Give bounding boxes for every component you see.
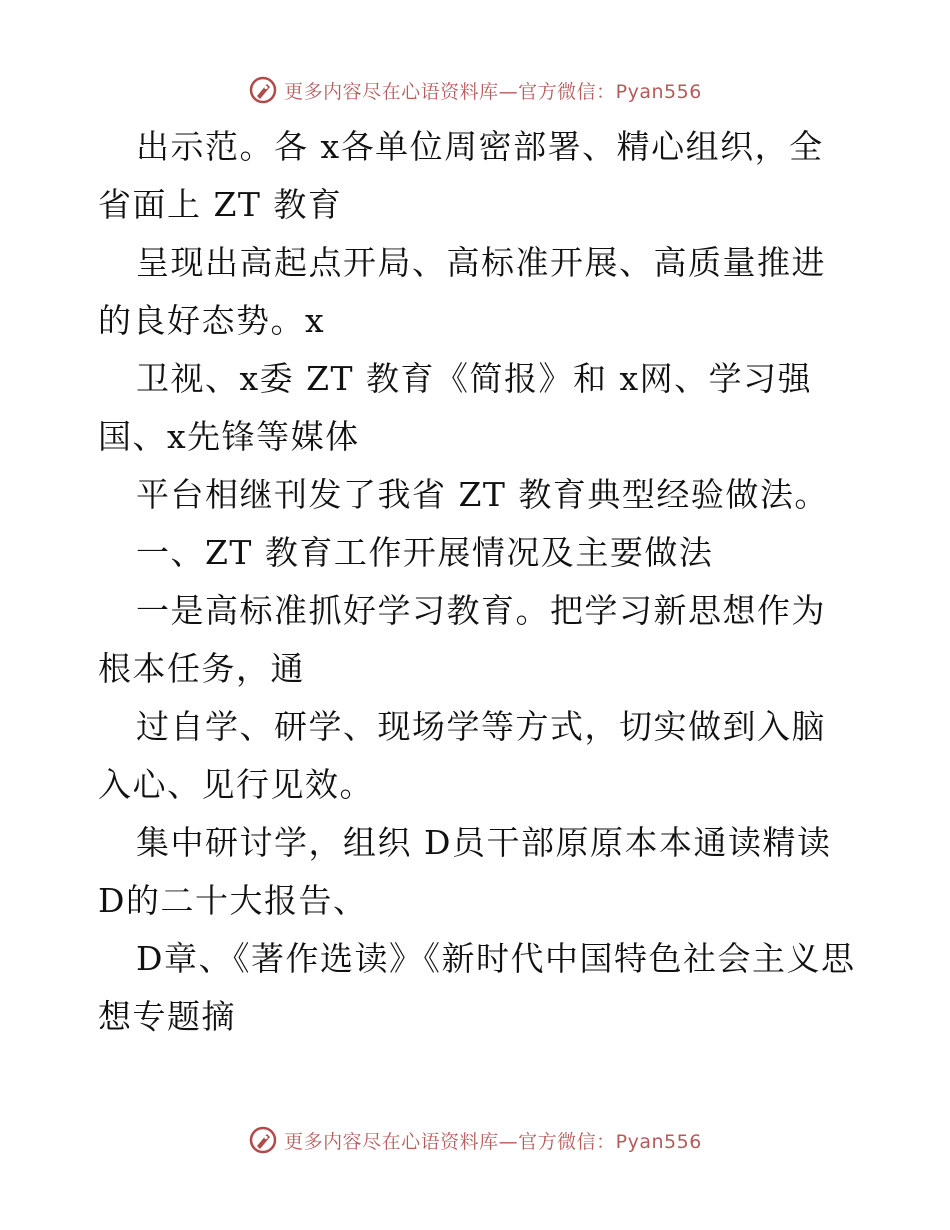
section-heading: 一、ZT 教育工作开展情况及主要做法 bbox=[136, 533, 714, 572]
paragraph: 集中研讨学，组织 D员干部原原本本通读精读 D的二十大报告、 bbox=[98, 823, 832, 920]
paragraph: 一是高标准抓好学习教育。把学习新思想作为根本任务，通 bbox=[98, 591, 826, 688]
document-body bbox=[98, 118, 858, 1046]
paragraph: 呈现出高起点开局、高标准开展、高质量推进的良好态势。x bbox=[98, 243, 826, 340]
header-banner bbox=[0, 70, 950, 110]
header-banner-text: 更多内容尽在心语资料库—官方微信：Pyan556 bbox=[284, 80, 702, 103]
pen-nib-logo-icon bbox=[248, 1125, 278, 1155]
pen-nib-logo-icon bbox=[248, 75, 278, 105]
paragraph: 卫视、x委 ZT 教育《简报》和 x网、学习强国、x先锋等媒体 bbox=[98, 359, 813, 456]
footer-banner bbox=[0, 1120, 950, 1160]
paragraph: 出示范。各 x各单位周密部署、精心组织，全省面上 ZT 教育 bbox=[98, 127, 824, 224]
paragraph: D章、《著作选读》《新时代中国特色社会主义思想专题摘 bbox=[98, 939, 856, 1036]
paragraph: 过自学、研学、现场学等方式，切实做到入脑入心、见行见效。 bbox=[98, 707, 826, 804]
footer-banner-text: 更多内容尽在心语资料库—官方微信：Pyan556 bbox=[284, 1130, 702, 1153]
paragraph: 平台相继刊发了我省 ZT 教育典型经验做法。 bbox=[136, 475, 829, 514]
